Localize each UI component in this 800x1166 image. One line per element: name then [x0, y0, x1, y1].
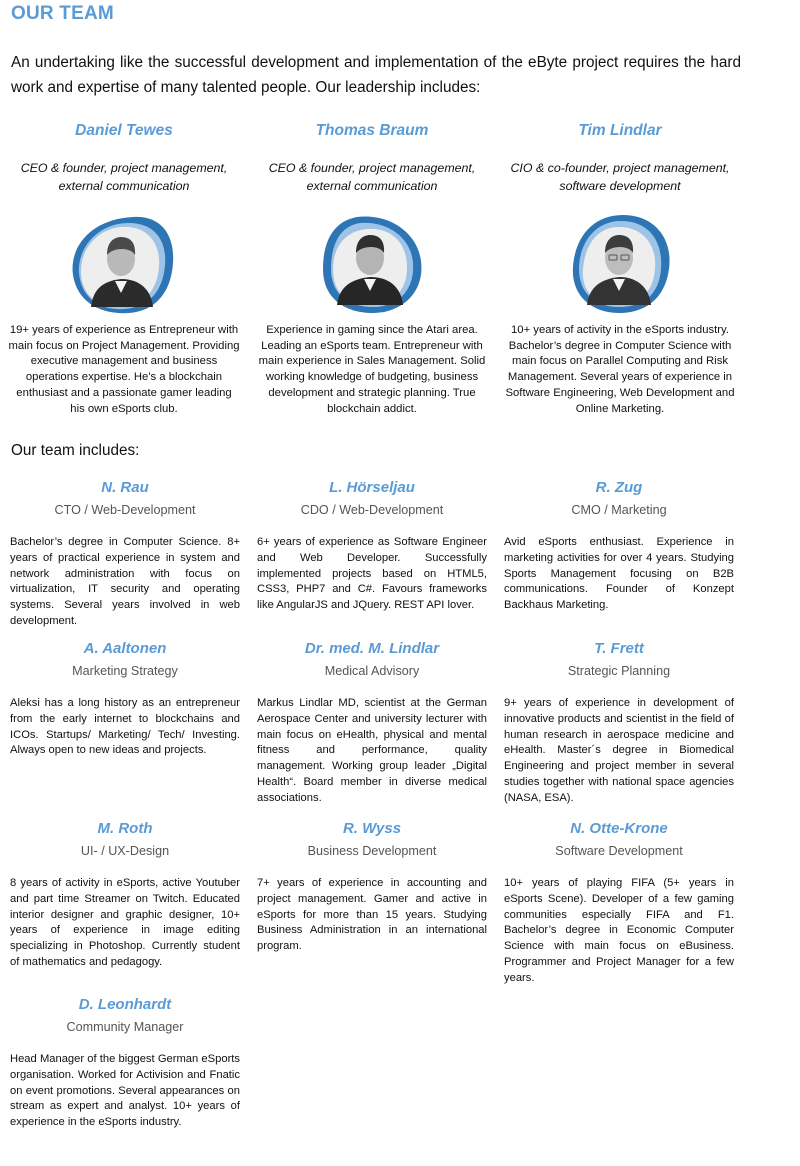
member-role: UI- / UX-Design	[80, 844, 170, 858]
leader-bio: 19+ years of experience as Entrepreneur with main focus on Project Management. Providing executive management and business operations expertise. He's a blockchain enthusiast and a passionate gamer leading his own eSports club.	[8, 324, 240, 415]
team-member-card	[504, 819, 734, 987]
team-member-card	[257, 639, 487, 807]
member-bio: 6+ years of experience as Software Engineer and Web Developer. Successfully implemented projects based on HTML5, CSS3, PHP7 and C#. Favours frameworks like AngularJS and JQuery. REST API lover.	[257, 536, 487, 612]
member-bio: Head Manager of the biggest German eSports organisation. Worked for Activision and Fnatic on event promotions. Several appearances on stream as expert and analyst. 10+ years of experience in the eSports industry.	[10, 1053, 240, 1129]
member-name: L. Hörseljau	[329, 479, 415, 496]
team-member-card	[504, 478, 734, 614]
team-member-card	[257, 478, 487, 614]
team-member-card	[504, 639, 734, 807]
team-member-card	[10, 819, 240, 971]
member-bio: Bachelor’s degree in Computer Science. 8+ years of practical experience in system and network administration with focus on virtualization, IT security and operating systems. Several years involved in web development.	[10, 536, 240, 627]
member-name: N. Otte-Krone	[570, 820, 668, 837]
leader-card	[504, 120, 736, 417]
intro-paragraph: An undertaking like the successful development and implementation of the eByte project requires the hard work and expertise of many talented people. Our leadership includes:	[11, 54, 741, 96]
member-name: A. Aaltonen	[83, 640, 167, 657]
member-role: Medical Advisory	[324, 664, 420, 678]
member-role: Business Development	[307, 844, 437, 858]
leader-photo	[317, 213, 427, 315]
member-bio: Avid eSports enthusiast. Experience in marketing activities for over 4 years. Studying Sports Management focusing on B2B communications. Founder of Konzept Backhaus Marketing.	[504, 536, 734, 612]
page-heading: OUR TEAM	[11, 3, 114, 24]
member-name: N. Rau	[101, 479, 149, 496]
leader-role: CEO & founder, project management, external communication	[268, 161, 476, 193]
member-bio: 7+ years of experience in accounting and project management. Gamer and active in eSports for more than 15 years. Studying Business Administration in an international program.	[257, 877, 487, 953]
leader-name: Tim Lindlar	[578, 122, 662, 139]
team-member-card	[10, 995, 240, 1131]
member-name: T. Frett	[594, 640, 644, 657]
member-bio: Markus Lindlar MD, scientist at the German Aerospace Center and university lecturer with main focus on eHealth, physical and mental fitness and performance, quality management. Working group leader „Digital Health“. Board member in diverse medical associations.	[257, 697, 487, 804]
team-member-card	[257, 819, 487, 955]
member-role: Software Development	[555, 844, 683, 858]
leader-photo	[69, 213, 179, 315]
member-name: Dr. med. M. Lindlar	[304, 640, 440, 657]
member-role: Marketing Strategy	[72, 664, 178, 678]
member-bio: 8 years of activity in eSports, active Youtuber and part time Streamer on Twitch. Educated interior designer and graphic designer, 10+ years of experience in image editing specializing in Photoshop. Currently student of mathematics and pedagogy.	[10, 877, 240, 968]
member-name: D. Leonhardt	[78, 996, 172, 1013]
member-role: CDO / Web-Development	[300, 503, 444, 517]
team-member-card	[10, 639, 240, 759]
member-role: CMO / Marketing	[571, 503, 667, 517]
leader-role: CIO & co-founder, project management, software development	[510, 161, 730, 193]
member-name: R. Zug	[595, 479, 643, 496]
leader-bio: Experience in gaming since the Atari area. Leading an eSports team. Entrepreneur with main experience in Sales Management. Solid working knowledge of budgeting, business development and strategic planning. True blockchain addict.	[258, 324, 486, 415]
member-role: Strategic Planning	[567, 664, 671, 678]
member-bio: Aleksi has a long history as an entrepreneur from the early internet to blockchains and ICOs. Startups/ Marketing/ Tech/ Investing. Always open to new ideas and projects.	[10, 697, 240, 757]
leadership-section	[8, 120, 743, 430]
member-bio: 10+ years of playing FIFA (5+ years in eSports Scene). Developer of a few gaming communities especially FIFA and F1. Bachelor’s degree in Economic Computer Science with main focus on eBusiness. Programmer and Project Manager for a few years.	[504, 877, 734, 984]
member-name: R. Wyss	[342, 820, 402, 837]
member-name: M. Roth	[97, 820, 153, 837]
team-section-label: Our team includes:	[11, 442, 140, 459]
leader-card	[8, 120, 240, 417]
leader-role: CEO & founder, project management, external communication	[20, 161, 228, 193]
member-bio: 9+ years of experience in development of innovative products and scientist in the field of human research in aerospace medicine and eHealth. Master´s degree in Biomedical Engineering and project member in several studies together with national space agencies (NASA, ESA).	[504, 697, 734, 804]
leader-name: Daniel Tewes	[75, 122, 173, 139]
member-role: Community Manager	[66, 1020, 184, 1034]
leader-photo	[565, 213, 675, 315]
team-member-card	[10, 478, 240, 630]
leader-name: Thomas Braum	[315, 122, 429, 139]
member-role: CTO / Web-Development	[54, 503, 196, 517]
leader-bio: 10+ years of activity in the eSports industry. Bachelor’s degree in Computer Science with main focus on Parallel Computing and Risk Management. Several years of experience in Software Engineering, Web Development and Online Marketing.	[505, 324, 735, 415]
leader-card	[256, 120, 488, 417]
